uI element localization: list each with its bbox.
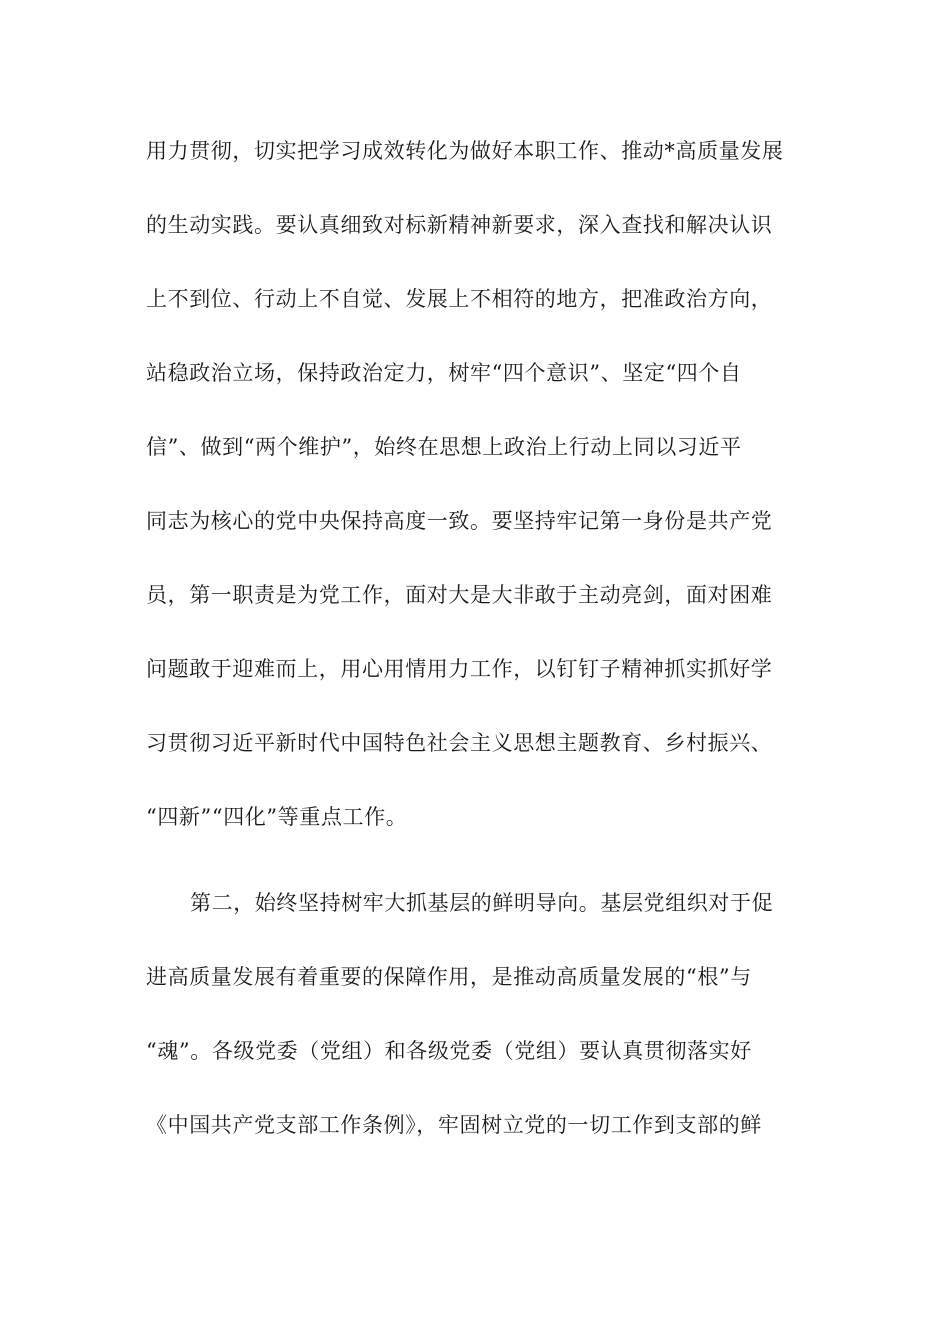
body-text-line: 用力贯彻，切实把学习成效转化为做好本职工作、推动*高质量发展 <box>146 139 784 163</box>
body-text-line: 进高质量发展有着重要的保障作用，是推动高质量发展的“根”与 <box>146 965 752 989</box>
body-text-line: 信”、做到“两个维护”，始终在思想上政治上行动上同以习近平 <box>146 435 742 459</box>
body-text-line: 同志为核心的党中央保持高度一致。要坚持牢记第一身份是共产党 <box>146 509 773 533</box>
body-text-line: 《中国共产党支部工作条例》，牢固树立党的一切工作到支部的鲜 <box>146 1113 762 1137</box>
body-text-line: 习贯彻习近平新时代中国特色社会主义思想主题教育、乡村振兴、 <box>146 731 773 755</box>
body-text-line: “魂”。各级党委（党组）和各级党委（党组）要认真贯彻落实好 <box>146 1039 752 1063</box>
body-text-line: 员，第一职责是为党工作，面对大是大非敢于主动亮剑，面对困难 <box>146 583 773 607</box>
body-text-line: 上不到位、行动上不自觉、发展上不相符的地方，把准政治方向， <box>146 287 773 311</box>
body-text-line: “四新”“四化”等重点工作。 <box>146 805 408 829</box>
body-text-line: 站稳政治立场，保持政治定力，树牢“四个意识”、坚定“四个自 <box>146 361 742 385</box>
body-text-line: 问题敢于迎难而上，用心用情用力工作，以钉钉子精神抓实抓好学 <box>146 657 773 681</box>
paragraph-start-line: 第二，始终坚持树牢大抓基层的鲜明导向。基层党组织对于促 <box>190 891 774 915</box>
body-text-line: 的生动实践。要认真细致对标新精神新要求，深入查找和解决认识 <box>146 213 773 237</box>
